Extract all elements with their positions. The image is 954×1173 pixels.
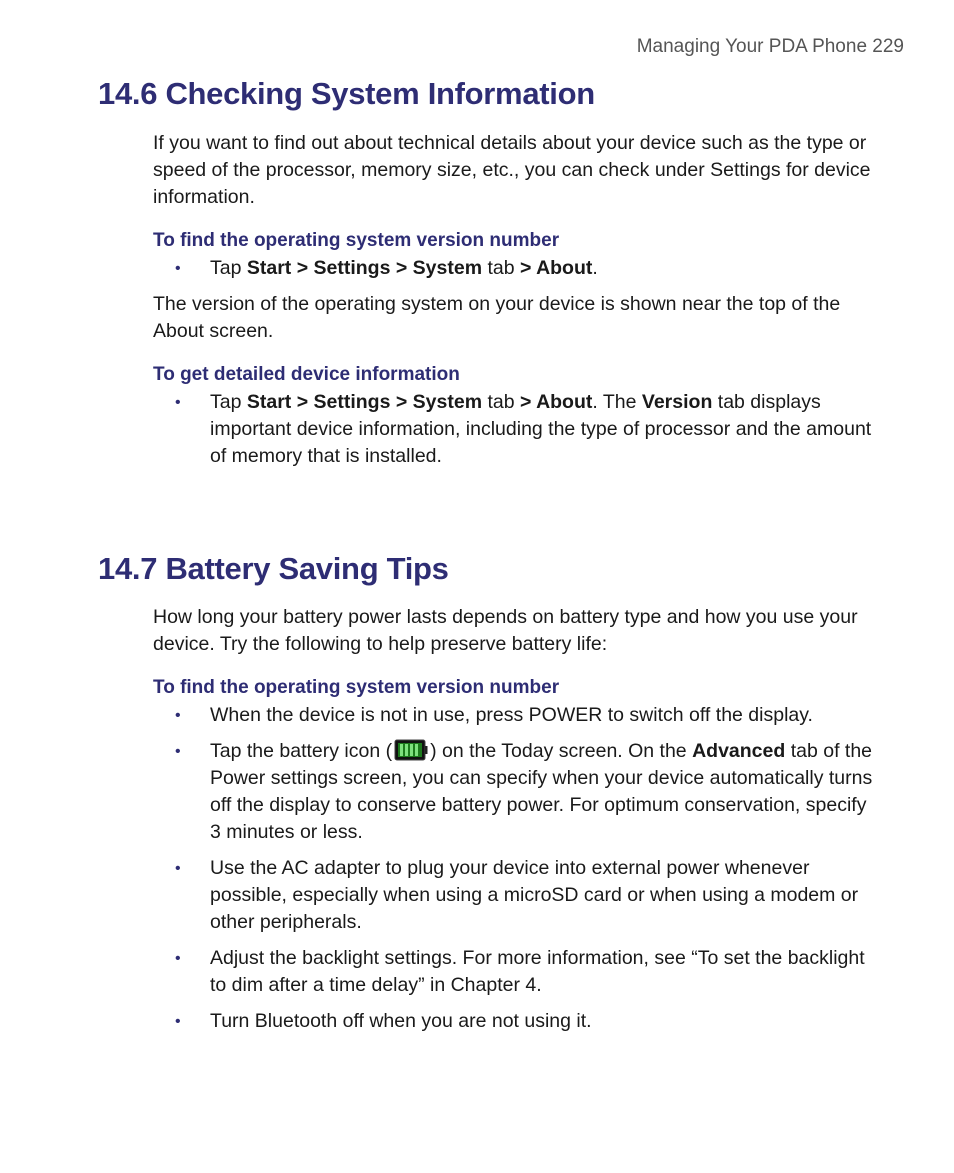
bullet-glyph: •: [175, 743, 181, 760]
bullet-glyph: •: [175, 860, 181, 877]
list-item: • Tap the battery icon ( ) on the Today screen. On the Advanced tab of the Power settings screen, you can specify when your device automatically turns off the display to conserve battery power. For optimum conservation, specify 3 minutes or less.: [175, 740, 873, 843]
bullet-glyph: •: [175, 260, 181, 277]
list-item: • Tap Start > Settings > System tab > About. The Version tab displays important device information, including the type of processor and the amount of memory that is installed.: [175, 391, 872, 467]
battery-icon: [394, 739, 428, 761]
running-header: Managing Your PDA Phone 229: [636, 36, 904, 57]
section1-intro: If you want to find out about technical details about your device such as the type or speed of the processor, memory size, etc., you can check under Settings for device information.: [153, 132, 871, 208]
section-title-checking-system-information: 14.6 Checking System Information: [98, 76, 595, 111]
list-item: • When the device is not in use, press POWER to switch off the display.: [153, 702, 878, 729]
device-info-steps: [153, 389, 878, 479]
subheading-battery-tips: To find the operating system version number: [153, 677, 560, 698]
bullet-glyph: •: [175, 394, 181, 411]
list-item: • Use the AC adapter to plug your device into external power whenever possible, especially when using a microSD card or when using a modem or other peripherals.: [175, 857, 859, 933]
section2-intro: How long your battery power lasts depends on battery type and how you use your device. Try the following to help preserve battery life:: [153, 606, 858, 655]
subheading-device-information: To get detailed device information: [153, 364, 460, 385]
list-item: • Turn Bluetooth off when you are not using it.: [153, 1008, 878, 1035]
bullet-glyph: •: [175, 707, 181, 724]
os-version-note: The version of the operating system on your device is shown near the top of the About screen.: [153, 293, 841, 342]
battery-tips-list: [153, 702, 878, 1044]
bullet-glyph: •: [175, 1013, 181, 1030]
list-item: • Tap Start > Settings > System tab > About.: [153, 255, 878, 282]
subheading-os-version: To find the operating system version number: [153, 230, 560, 251]
list-item: • Adjust the backlight settings. For more information, see “To set the backlight to dim after a time delay” in Chapter 4.: [175, 947, 865, 996]
os-version-steps: [153, 255, 878, 291]
section-title-battery-saving-tips: 14.7 Battery Saving Tips: [98, 551, 449, 586]
bullet-glyph: •: [175, 950, 181, 967]
